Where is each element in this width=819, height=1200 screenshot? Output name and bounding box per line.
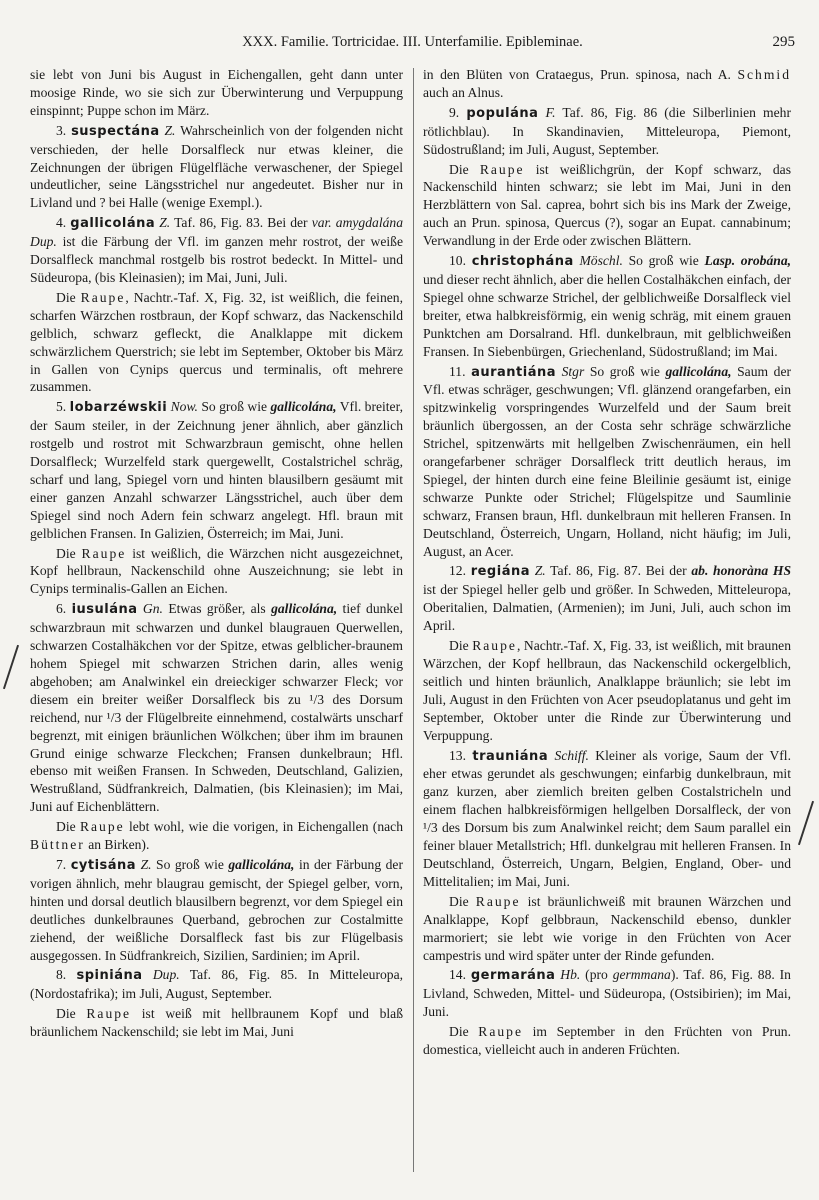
- text-run: Z.: [164, 122, 176, 138]
- species-entry: [423, 966, 791, 1021]
- text-run: Raupe: [472, 638, 517, 654]
- text-run: ist die Färbung der Vfl. im ganzen mehr rostrot, der weiße Dorsalfleck manchmal rostgelb bis rostrot bedeckt. In Mittel- und Südeuropa, (bis Kleinasien); im Mai, Juni, Juli.: [30, 234, 403, 285]
- text-run: Die: [449, 893, 469, 909]
- larva-description: [423, 1023, 791, 1059]
- text-run: im September in den Früchten von Prun. domestica, vielleicht auch in anderen Früchten.: [423, 1024, 791, 1058]
- text-run: So groß wie: [589, 363, 660, 379]
- text-run: Vfl. breiter, der Saum steiler, in der Zeichnung jener ähnlich, aber gänzlich rostgelb und rostrot mit Schwarzbraun gemischt, ohne hellen Dorsalfleck; Wurzelfeld stark quergewellt, Costalstrichel schräg, scharf und lang, Spiegel vorn und hinten blausilbern gesäumt mit einer ganzen Anzahl schwarzer Längsstrichel, auch über dem Spiegel sind noch Adern fein schwarz angelegt. Hfl. braun mit gelblichen Fransen. In Galizien, Österreich; im Mai, Juni.: [30, 399, 403, 541]
- text-run: Raupe: [86, 1006, 132, 1022]
- text-run: 6.: [56, 601, 67, 617]
- species-entry: [30, 966, 403, 1003]
- text-run: F.: [545, 104, 556, 120]
- column-divider: [413, 68, 414, 1172]
- text-run: gallicolána,: [270, 399, 337, 415]
- species-entry: [423, 363, 791, 561]
- text-run: Now.: [170, 399, 198, 415]
- text-run: Raupe: [475, 893, 521, 909]
- text-run: Lasp. orobána,: [704, 253, 792, 269]
- text-run: Gn.: [142, 601, 163, 617]
- text-run: Die: [56, 1006, 76, 1022]
- text-run: Schiff.: [554, 747, 589, 763]
- text-run: ist bräunlichweiß mit braunen Wärzchen und Analklappe, Kopf gelbbraun, Nackenschild ebenso, dunkler marmoriert; sie lebt wie vorige in den Früchten von Acer campestris und wird später unter der Rinde gefunden.: [423, 893, 791, 963]
- text-run: 14.: [449, 967, 466, 983]
- text-run: Etwas größer, als: [168, 601, 266, 617]
- larva-description: [30, 818, 403, 854]
- text-run: Die: [449, 161, 469, 177]
- text-run: Z.: [159, 215, 171, 231]
- species-entry: [423, 747, 791, 891]
- text-run: ist weißlichgrün, der Kopf schwarz, das Nackenschild hinten schwarz; sie lebt im Mai, Juni in den Herzblättern von Sal. caprea, bohrt sich bis ins Mark der Zweige, auch an Prun. spinosa, Quercus (?), sogar an Eupat. cannabinum; Verwandlung in der Erde oder zwischen Blättern.: [423, 161, 791, 249]
- text-run: Schmid: [737, 67, 791, 82]
- text-run: Möschl.: [579, 253, 623, 269]
- text-run: gallicolána,: [271, 601, 338, 617]
- text-run: ). Taf. 86, Fig. 88. In Livland, Schweden, Mittel- und Südeuropa, (Ostsibirien); im Mai, Juni.: [423, 967, 791, 1020]
- text-run: ist weißlich, die Wärzchen nicht ausgezeichnet, Kopf hellbraun, Nackenschild ohne Auszeichnung; sie lebt in Cynips terminalis-Gallen an Eichen.: [30, 545, 403, 597]
- text-run: in der Färbung der vorigen ähnlich, mehr blaugrau gemischt, der Spiegel gelber, vorn, hinten und dorsal deutlich blausilbern begrenzt, vor dem Spiegel ein deutliches dunkelbraunes Querband, gebrochen zur Costalmitte ziehend, der weißliche Dorsalfleck fast bis zur Flügelbasis ausgegossen. In Südfrankreich, Sizilien, Sardinien; im April.: [30, 856, 403, 963]
- text-run: Taf. 86, Fig. 83. Bei der: [174, 215, 308, 231]
- running-title: XXX. Familie. Tortricidae. III. Unterfamilie. Epibleminae.: [242, 34, 583, 50]
- text-run: 3.: [56, 122, 67, 138]
- species-name: trauniána: [472, 748, 549, 764]
- text-run: Wahrscheinlich von der folgenden nicht verschieden, der helle Dorsalfleck nur etwas kleiner, die Zeichnungen der übrigen Flügelfläche verwaschener, der Spiegel undeutlicher, seine Längsstrichel nur angedeutet. Bisher nur in Livland und ? bei Halle (wenige Exempl.).: [30, 122, 403, 211]
- text-run: Die: [56, 545, 76, 561]
- text-run: So groß wie: [201, 399, 268, 415]
- margin-pencil-mark: [3, 645, 19, 689]
- species-name: aurantiána: [471, 364, 557, 380]
- text-run: Hb.: [560, 967, 581, 983]
- text-run: Stgr: [561, 363, 585, 379]
- paragraph: [423, 66, 791, 102]
- text-run: 13.: [449, 747, 466, 763]
- text-run: 9.: [449, 104, 460, 120]
- species-entry: [30, 214, 403, 287]
- text-run: 7.: [56, 856, 67, 872]
- text-run: auch an Alnus.: [423, 84, 504, 100]
- larva-description: [30, 1005, 403, 1041]
- text-run: und dieser recht ähnlich, aber die hellen Costalhäkchen einfach, der Spiegel ohne schwarze Strichel, der gelblichweiße Dorsalfleck viel breiter, etwa halbkreisförmig, ein wenig schräg, mit einem grauen Punktchen am Dorsalrand. Hfl. dunkelbraun, mit gelblichweißen Fransen. In Siebenbürgen, Griechenland, Südostrußland; im Mai.: [423, 271, 792, 359]
- species-name: suspectána: [71, 123, 160, 139]
- text-run: Taf. 86, Fig. 86 (die Silberlinien mehr rötlichblau). In Skandinavien, Mitteleuropa, Piemont, Südostrußland; im Juli, August, September.: [423, 104, 791, 157]
- text-run: Saum der Vfl. etwas schräger, geschwungen; Vfl. glänzend orangefarben, ein spitzwinkelig vorspringendes Wurzelfeld und der Saum breit bräunlich übergossen, an der Costa sehr schräge schwärzliche Strichel, spitzenwärts mit hellgelben Zwischenräumen, ein hell orangefarbener schräger Dorsalfleck tritt deutlich heraus, im Spiegel, der hinten durch eine feine Bleilinie gesäumt ist, einige schwarze Punkte oder Strichel; Flügelspitze und Saumlinie schwarz, Fransen braun, Hfl. dunkelbraun mit helleren Fransen. In Deutschland, Österreich, Ungarn, Holland, nicht häufig; im Juli, August, an Acer.: [423, 363, 792, 559]
- text-run: lebt wohl, wie die vorigen, in Eichengallen (nach: [129, 819, 403, 835]
- text-run: sie lebt von Juni bis August in Eichengallen, geht dann unter moosige Rinde, wo sie sich zur Überwinterung und Verpuppung einspinnt; Puppe schon im März.: [30, 67, 403, 118]
- species-entry: [423, 562, 791, 635]
- left-column: [30, 66, 403, 1043]
- page-number: 295: [772, 34, 795, 50]
- species-name: spiniána: [76, 968, 143, 984]
- text-run: gallicolána,: [665, 363, 732, 379]
- species-name: gallicolána: [70, 216, 156, 232]
- larva-description: [423, 893, 791, 965]
- text-run: ab. honoràna HS: [691, 563, 792, 579]
- text-run: Büttner: [30, 837, 85, 853]
- text-run: germmana: [612, 967, 671, 983]
- running-header: [30, 34, 795, 56]
- larva-description: [423, 161, 791, 251]
- text-run: Kleiner als vorige, Saum der Vfl. eher etwas gerundet als geschwungen; einfarbig dunkelbraun, mit ganz kurzen, aber ziemlich breiten gelben Costalstricheln und einem flachen halbkreisförmigen hellgelben Dorsalfleck, der von ¹/3 des Dorsum bis zum Analwinkel reicht; dem Saum parallel ein feiner blauer Metallstrich; Hfl. dunkelgrau mit helleren Fransen. In Deutschland, Österreich, Ungarn, Belgien, England, Ober- und Mittelitalien; im Mai, Juni.: [423, 747, 791, 889]
- text-run: ist der Spiegel heller gelb und größer. In Schweden, Mitteleuropa, Oberitalien, Dalmatien, (Armenien); im Juni, Juli, auch schon im April.: [423, 582, 791, 634]
- text-run: tief dunkel schwarzbraun mit schwarzen und dunkel blaugrauen Querwellen, schwarzen Costalhäkchen vor der Spitze, etwas gelblicher-braunem hohem Spiegel mit schwarzen Strichen darin, alles wenig abgehoben; am Analwinkel ein dreieckiger schwarzer Fleck; vor diesem ein breiter weißer Dorsalfleck bis zu ¹/3 des Dorsum reichend, nur ¹/3 der Flügelbreite einnehmend, costalwärts unscharf begrenzt, mit einigen bräunlichen Wölkchen; über ihm im braunen Grund einige schwarze Fleckchen; Fransen dunkelbraun; Hfl. ebenso mit weißen Fransen. In Schweden, Deutschland, Galizien, Westrußland, Südfrankreich, Dalmatien, (bis Kleinasien); im Mai, Juni auf Eichenblättern.: [30, 601, 404, 815]
- text-run: in den Blüten von Crataegus, Prun. spinosa, nach A.: [423, 67, 731, 82]
- species-entry: [30, 600, 403, 816]
- species-name: lobarzéwskii: [69, 400, 168, 416]
- text-run: 8.: [56, 967, 67, 983]
- text-run: ist weiß mit hellbraunem Kopf und blaß bräunlichem Nackenschild; sie lebt im Mai, Juni: [30, 1006, 403, 1040]
- right-column: [423, 66, 791, 1061]
- species-entry: [30, 398, 403, 542]
- species-name: regiána: [470, 564, 530, 580]
- text-run: 10.: [449, 253, 466, 269]
- larva-description: [30, 545, 403, 599]
- text-run: Die: [56, 819, 76, 835]
- species-name: germarána: [470, 968, 556, 984]
- text-run: Raupe: [479, 161, 525, 177]
- text-run: var. amygdalána Dup.: [30, 215, 403, 250]
- species-name: christophána: [471, 254, 574, 270]
- text-run: (pro: [585, 967, 608, 983]
- paragraph: [30, 66, 403, 120]
- species-entry: [30, 856, 403, 964]
- text-run: Z.: [534, 563, 546, 579]
- text-run: Taf. 86, Fig. 87. Bei der: [550, 563, 687, 579]
- species-entry: [30, 122, 403, 213]
- text-run: an Birken).: [88, 837, 150, 853]
- text-run: 11.: [449, 363, 466, 379]
- text-run: , Nachtr.-Taf. X, Fig. 33, ist weißlich, mit braunen Wärzchen, der Kopf hellbraun, das Nackenschild ockergelblich, seitlich und hinten bräunlich, Analklappe bräunlich; sie lebt im Juli, August in den Früchten von Acer pseudoplatanus und geht im September, Oktober unter die Rinde zur Überwinterung und Verpuppung.: [423, 638, 791, 743]
- text-run: Raupe: [80, 289, 126, 305]
- species-entry: [423, 252, 791, 360]
- species-entry: [423, 104, 791, 159]
- text-run: Raupe: [81, 545, 127, 561]
- larva-description: [30, 289, 403, 396]
- species-name: cytisána: [70, 857, 137, 873]
- text-run: Die: [449, 1024, 469, 1040]
- text-run: Taf. 86, Fig. 85. In Mitteleuropa, (Nordostafrika); im Juli, August, September.: [30, 967, 403, 1002]
- text-run: Z.: [140, 856, 152, 872]
- text-run: 4.: [56, 215, 67, 231]
- text-run: Die: [56, 289, 76, 305]
- text-run: , Nachtr.-Taf. X, Fig. 32, ist weißlich, die feinen, scharfen Wärzchen rostbraun, der Kopf schwarz, das Nackenschild gelblich, schwarz gefleckt, die Analklappe mit dickem schwärzlichem Querstrich; sie lebt im September, Oktober bis März in Gallen von Cynips quercus und terminalis, oft mehrere zusammen.: [30, 289, 403, 395]
- text-run: 12.: [449, 563, 466, 579]
- larva-description: [423, 637, 791, 744]
- text-run: gallicolána,: [228, 856, 295, 872]
- species-name: populána: [466, 105, 539, 121]
- text-run: So groß wie: [628, 253, 699, 269]
- text-run: Die: [449, 638, 469, 654]
- species-name: iusulána: [71, 602, 138, 618]
- text-run: 5.: [56, 399, 67, 415]
- text-run: Dup.: [152, 967, 180, 983]
- text-run: Raupe: [478, 1024, 524, 1040]
- margin-pencil-mark: [798, 801, 814, 845]
- text-run: Raupe: [79, 819, 125, 835]
- text-run: So groß wie: [156, 856, 224, 872]
